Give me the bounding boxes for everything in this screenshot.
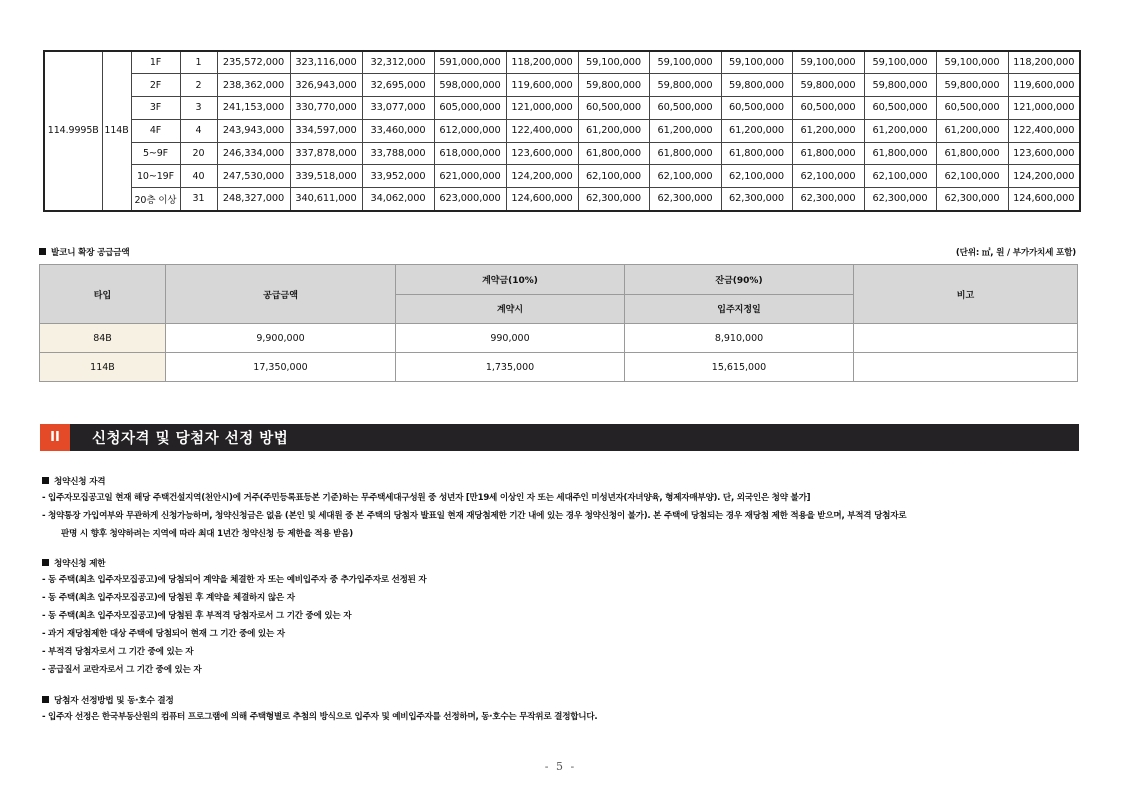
price-cell: 59,100,000 bbox=[864, 51, 936, 74]
type-cell: 84B bbox=[40, 324, 166, 353]
restriction-title-text: 청약신청 제한 bbox=[54, 559, 106, 569]
price-cell: 62,300,000 bbox=[864, 188, 936, 211]
price-cell: 61,800,000 bbox=[792, 142, 864, 165]
price-table bbox=[43, 50, 1081, 212]
price-cell: 60,500,000 bbox=[792, 97, 864, 120]
price-cell: 34,062,000 bbox=[362, 188, 434, 211]
price-cell: 62,300,000 bbox=[936, 188, 1008, 211]
price-cell: 238,362,000 bbox=[217, 74, 290, 97]
price-cell: 119,600,000 bbox=[1008, 74, 1080, 97]
qualification-block bbox=[42, 475, 906, 543]
units-cell: 3 bbox=[180, 97, 217, 120]
section-number: II bbox=[40, 424, 70, 451]
price-cell: 33,788,000 bbox=[362, 142, 434, 165]
table-row bbox=[44, 142, 1080, 165]
price-cell: 32,695,000 bbox=[362, 74, 434, 97]
price-cell: 119,600,000 bbox=[506, 74, 578, 97]
square-bullet-icon bbox=[42, 559, 49, 566]
price-cell: 62,300,000 bbox=[792, 188, 864, 211]
selection-title bbox=[42, 694, 597, 708]
price-cell: 122,400,000 bbox=[1008, 119, 1080, 142]
price-cell: 323,116,000 bbox=[290, 51, 362, 74]
balcony-table bbox=[39, 264, 1078, 382]
price-cell: 62,300,000 bbox=[721, 188, 792, 211]
price-cell: 60,500,000 bbox=[936, 97, 1008, 120]
restriction-line: - 동 주택(최초 입주자모집공고)에 당첨된 후 계약을 체결하지 않은 자 bbox=[42, 593, 295, 603]
square-bullet-icon bbox=[42, 477, 49, 484]
balcony-heading-text: 발코니 확장 공급금액 bbox=[51, 248, 130, 258]
price-cell: 33,952,000 bbox=[362, 165, 434, 188]
price-cell: 61,800,000 bbox=[721, 142, 792, 165]
price-cell: 59,100,000 bbox=[578, 51, 649, 74]
qualification-title-text: 청약신청 자격 bbox=[54, 477, 106, 487]
restriction-line: - 공급질서 교란자로서 그 기간 중에 있는 자 bbox=[42, 665, 202, 675]
price-cell: 337,878,000 bbox=[290, 142, 362, 165]
type-cell: 114B bbox=[40, 353, 166, 382]
table-row bbox=[44, 97, 1080, 120]
table-row bbox=[44, 188, 1080, 211]
price-cell: 32,312,000 bbox=[362, 51, 434, 74]
units-cell: 1 bbox=[180, 51, 217, 74]
floor-cell: 20층 이상 bbox=[131, 188, 180, 211]
price-cell: 247,530,000 bbox=[217, 165, 290, 188]
price-cell: 60,500,000 bbox=[649, 97, 721, 120]
price-cell: 62,100,000 bbox=[792, 165, 864, 188]
price-cell: 248,327,000 bbox=[217, 188, 290, 211]
header-deposit-sub: 계약시 bbox=[396, 294, 625, 324]
floor-cell: 4F bbox=[131, 119, 180, 142]
header-type: 타입 bbox=[40, 265, 166, 324]
price-cell: 124,600,000 bbox=[506, 188, 578, 211]
table-row bbox=[44, 119, 1080, 142]
price-cell: 59,800,000 bbox=[792, 74, 864, 97]
area-cell: 114.9995B bbox=[44, 51, 102, 211]
floor-cell: 10~19F bbox=[131, 165, 180, 188]
units-cell: 31 bbox=[180, 188, 217, 211]
selection-title-text: 당첨자 선정방법 및 동·호수 결정 bbox=[54, 696, 174, 706]
qualification-line: - 청약통장 가입여부와 무관하게 신청가능하며, 청약신청금은 없음 (본인 및 세대원 중 본 주택의 당첨자 발표일 현재 재당첨제한 기간 내에 있는 경우 청약신청이 불가). 본 주택에 당첨되는 경우 재당첨 제한 적용을 받으며, 부적격 당첨자로 bbox=[42, 511, 907, 521]
price-cell: 59,800,000 bbox=[578, 74, 649, 97]
units-cell: 2 bbox=[180, 74, 217, 97]
square-bullet-icon bbox=[42, 696, 49, 703]
section-title: 신청자격 및 당첨자 선정 방법 bbox=[92, 431, 289, 447]
table-row bbox=[40, 324, 1078, 353]
units-cell: 20 bbox=[180, 142, 217, 165]
balance-cell: 15,615,000 bbox=[625, 353, 854, 382]
price-cell: 61,800,000 bbox=[864, 142, 936, 165]
price-cell: 61,200,000 bbox=[578, 119, 649, 142]
price-cell: 60,500,000 bbox=[864, 97, 936, 120]
price-cell: 61,200,000 bbox=[721, 119, 792, 142]
price-cell: 61,800,000 bbox=[936, 142, 1008, 165]
price-cell: 62,100,000 bbox=[864, 165, 936, 188]
price-cell: 118,200,000 bbox=[506, 51, 578, 74]
price-cell: 124,200,000 bbox=[1008, 165, 1080, 188]
price-cell: 243,943,000 bbox=[217, 119, 290, 142]
price-cell: 62,100,000 bbox=[936, 165, 1008, 188]
price-cell: 340,611,000 bbox=[290, 188, 362, 211]
square-bullet-icon bbox=[39, 248, 46, 255]
price-cell: 59,100,000 bbox=[649, 51, 721, 74]
price-cell: 59,100,000 bbox=[721, 51, 792, 74]
page-number: - 5 - bbox=[544, 760, 577, 773]
price-cell: 612,000,000 bbox=[434, 119, 506, 142]
header-note: 비고 bbox=[854, 265, 1078, 324]
floor-cell: 3F bbox=[131, 97, 180, 120]
price-cell: 598,000,000 bbox=[434, 74, 506, 97]
units-cell: 4 bbox=[180, 119, 217, 142]
price-cell: 334,597,000 bbox=[290, 119, 362, 142]
note-cell bbox=[854, 324, 1078, 353]
price-cell: 124,600,000 bbox=[1008, 188, 1080, 211]
price-cell: 62,100,000 bbox=[578, 165, 649, 188]
price-cell: 60,500,000 bbox=[578, 97, 649, 120]
price-cell: 123,600,000 bbox=[1008, 142, 1080, 165]
qualification-line: 판명 시 향후 청약하려는 지역에 따라 최대 1년간 청약신청 등 제한을 적용 받음) bbox=[61, 529, 353, 539]
price-cell: 339,518,000 bbox=[290, 165, 362, 188]
deposit-cell: 990,000 bbox=[396, 324, 625, 353]
type-cell: 114B bbox=[102, 51, 131, 211]
qualification-line: - 입주자모집공고일 현재 해당 주택건설지역(천안시)에 거주(주민등록표등본 기준)하는 무주택세대구성원 중 성년자 [만19세 이상인 자 또는 세대주인 미성년자(자녀양육, 형제자매부양). 단, 외국인은 청약 불가] bbox=[42, 493, 811, 503]
price-cell: 61,800,000 bbox=[578, 142, 649, 165]
price-cell: 62,100,000 bbox=[649, 165, 721, 188]
qualification-title bbox=[42, 475, 906, 489]
price-cell: 61,800,000 bbox=[649, 142, 721, 165]
price-cell: 59,800,000 bbox=[864, 74, 936, 97]
floor-cell: 5~9F bbox=[131, 142, 180, 165]
balance-cell: 8,910,000 bbox=[625, 324, 854, 353]
price-cell: 235,572,000 bbox=[217, 51, 290, 74]
deposit-cell: 1,735,000 bbox=[396, 353, 625, 382]
price-cell: 33,077,000 bbox=[362, 97, 434, 120]
price-cell: 62,100,000 bbox=[721, 165, 792, 188]
price-cell: 61,200,000 bbox=[864, 119, 936, 142]
section-header bbox=[40, 424, 1079, 451]
units-cell: 40 bbox=[180, 165, 217, 188]
price-cell: 59,100,000 bbox=[936, 51, 1008, 74]
restriction-line: - 부적격 당첨자로서 그 기간 중에 있는 자 bbox=[42, 647, 194, 657]
restriction-line: - 동 주택(최초 입주자모집공고)에 당첨된 후 부적격 당첨자로서 그 기간 중에 있는 자 bbox=[42, 611, 352, 621]
price-cell: 121,000,000 bbox=[506, 97, 578, 120]
price-cell: 61,200,000 bbox=[649, 119, 721, 142]
restriction-title bbox=[42, 557, 426, 571]
price-cell: 618,000,000 bbox=[434, 142, 506, 165]
balcony-heading bbox=[39, 246, 130, 258]
selection-line: - 입주자 선정은 한국부동산원의 컴퓨터 프로그램에 의해 주택형별로 추첨의 방식으로 입주자 및 예비입주자를 선정하며, 동·호수는 무작위로 결정합니다. bbox=[42, 712, 598, 722]
table-header-row bbox=[40, 265, 1078, 295]
price-cell: 246,334,000 bbox=[217, 142, 290, 165]
price-cell: 62,300,000 bbox=[649, 188, 721, 211]
header-balance-sub: 입주지정일 bbox=[625, 294, 854, 324]
header-deposit: 계약금(10%) bbox=[396, 265, 625, 295]
selection-block bbox=[42, 694, 597, 726]
price-cell: 591,000,000 bbox=[434, 51, 506, 74]
price-cell: 621,000,000 bbox=[434, 165, 506, 188]
price-cell: 241,153,000 bbox=[217, 97, 290, 120]
price-cell: 124,200,000 bbox=[506, 165, 578, 188]
restriction-block bbox=[42, 557, 426, 679]
price-cell: 326,943,000 bbox=[290, 74, 362, 97]
restriction-line: - 동 주택(최초 입주자모집공고)에 당첨되어 계약을 체결한 자 또는 예비입주자 중 추가입주자로 선정된 자 bbox=[42, 575, 427, 585]
price-cell: 61,200,000 bbox=[792, 119, 864, 142]
price-cell: 623,000,000 bbox=[434, 188, 506, 211]
header-supply: 공급금액 bbox=[166, 265, 396, 324]
note-cell bbox=[854, 353, 1078, 382]
price-cell: 62,300,000 bbox=[578, 188, 649, 211]
table-row bbox=[44, 165, 1080, 188]
price-cell: 60,500,000 bbox=[721, 97, 792, 120]
floor-cell: 2F bbox=[131, 74, 180, 97]
price-cell: 33,460,000 bbox=[362, 119, 434, 142]
price-cell: 122,400,000 bbox=[506, 119, 578, 142]
price-cell: 121,000,000 bbox=[1008, 97, 1080, 120]
table-row bbox=[44, 51, 1080, 74]
price-cell: 118,200,000 bbox=[1008, 51, 1080, 74]
price-cell: 61,200,000 bbox=[936, 119, 1008, 142]
table-row bbox=[40, 353, 1078, 382]
price-cell: 59,800,000 bbox=[649, 74, 721, 97]
restriction-line: - 과거 재당첨제한 대상 주택에 당첨되어 현재 그 기간 중에 있는 자 bbox=[42, 629, 285, 639]
header-balance: 잔금(90%) bbox=[625, 265, 854, 295]
supply-cell: 9,900,000 bbox=[166, 324, 396, 353]
unit-note: (단위: ㎡, 원 / 부가가치세 포함) bbox=[955, 248, 1076, 258]
price-cell: 330,770,000 bbox=[290, 97, 362, 120]
price-cell: 59,800,000 bbox=[721, 74, 792, 97]
price-cell: 605,000,000 bbox=[434, 97, 506, 120]
price-cell: 59,100,000 bbox=[792, 51, 864, 74]
floor-cell: 1F bbox=[131, 51, 180, 74]
price-cell: 59,800,000 bbox=[936, 74, 1008, 97]
supply-cell: 17,350,000 bbox=[166, 353, 396, 382]
table-row bbox=[44, 74, 1080, 97]
price-cell: 123,600,000 bbox=[506, 142, 578, 165]
